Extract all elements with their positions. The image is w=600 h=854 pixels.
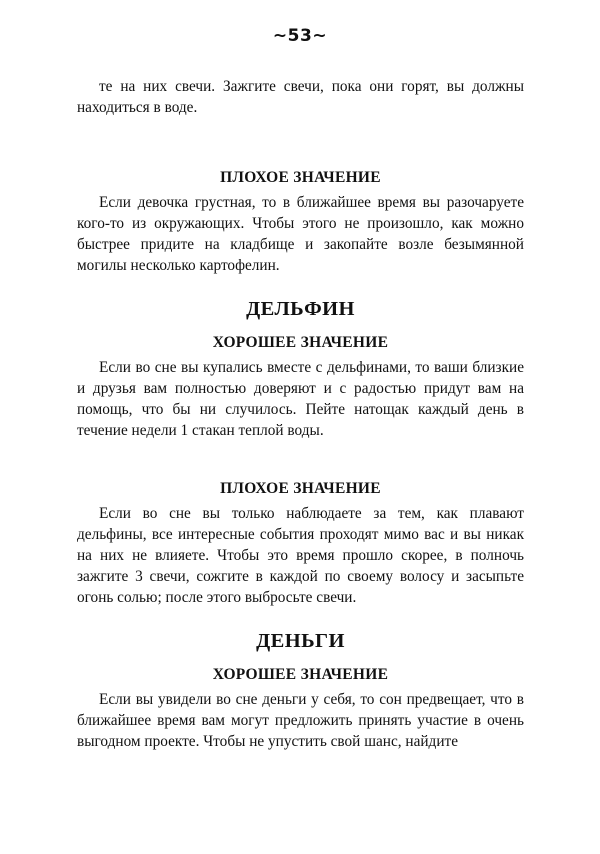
dolphin-title: ДЕЛЬФИН bbox=[246, 298, 355, 320]
intro-paragraph: те на них свечи. Зажгите свечи, пока они горят, вы должны находиться в воде. bbox=[77, 78, 524, 116]
money-good-heading: ХОРОШЕЕ ЗНАЧЕНИЕ bbox=[212, 666, 389, 683]
page-number: ~53~ bbox=[272, 26, 328, 46]
page-content bbox=[77, 76, 524, 752]
dolphin-bad-heading: ПЛОХОЕ ЗНАЧЕНИЕ bbox=[220, 480, 381, 497]
bad-meaning-heading: ПЛОХОЕ ЗНАЧЕНИЕ bbox=[220, 169, 381, 186]
dolphin-good-heading: ХОРОШЕЕ ЗНАЧЕНИЕ bbox=[212, 334, 389, 351]
dolphin-good-paragraph: Если во сне вы купались вместе с дельфинами, то ваши близкие и друзья вам полностью доверяют и с радостью придут вам на помощь, что бы ни случилось. Пейте натощак каждый день в течение недели 1 стакан теплой воды. bbox=[77, 359, 524, 439]
bad-meaning-paragraph: Если девочка грустная, то в ближайшее время вы разочаруете кого-то из окружающих. Чтобы этого не произошло, как можно быстрее придите на кладбище и закопайте возле безымянной могилы несколько картофелин. bbox=[77, 194, 524, 274]
money-title: ДЕНЬГИ bbox=[256, 630, 345, 652]
dolphin-bad-paragraph: Если во сне вы только наблюдаете за тем, как плавают дельфины, все интересные события проходят мимо вас и вы никак на них не влияете. Чтобы это время прошло скорее, в полночь зажгите 3 свечи, сожгите в каждой по своему волосу и засыпьте огонь солью; после этого выбросьте свечи. bbox=[77, 505, 524, 606]
money-good-paragraph: Если вы увидели во сне деньги у себя, то сон предвещает, что в ближайшее время вам могут предложить принять участие в очень выгодном проекте. Чтобы не упустить свой шанс, найдите bbox=[77, 691, 524, 750]
